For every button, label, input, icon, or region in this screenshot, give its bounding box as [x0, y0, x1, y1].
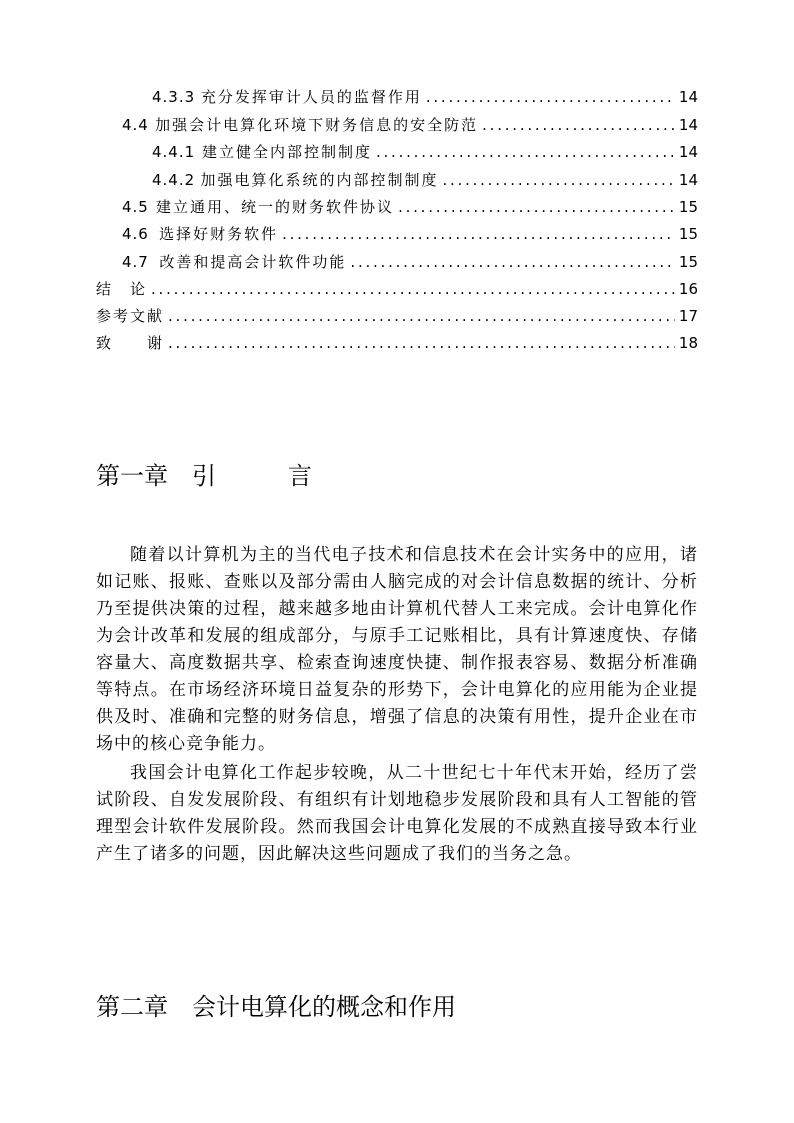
- toc-entry: [96, 305, 698, 327]
- toc-entry: [122, 223, 698, 245]
- toc-entry-number: 4.3.3: [152, 88, 196, 106]
- toc-entry-page: 14: [678, 171, 698, 189]
- toc-entry-page: 14: [678, 143, 698, 161]
- toc-leader: [426, 86, 675, 108]
- toc-entry-page: 14: [678, 88, 698, 106]
- toc-entry-page: 15: [678, 253, 698, 271]
- toc-entry-title: 加强会计电算化环境下财务信息的安全防范: [155, 116, 479, 134]
- toc-leader: [350, 251, 675, 273]
- toc-entry-number: 4.7: [122, 253, 149, 271]
- toc-entry-number: 4.4.1: [152, 143, 196, 161]
- toc-entry-title: 建立通用、统一的财务软件协议: [156, 198, 395, 216]
- toc-entry: [122, 196, 698, 218]
- toc-entry-page: 17: [678, 307, 698, 325]
- toc-entry-number: 4.4: [122, 116, 149, 134]
- toc-entry: [152, 169, 698, 191]
- toc-leader: [168, 332, 675, 354]
- toc-leader: [376, 141, 675, 163]
- toc-entry-title: 加强电算化系统的内部控制制度: [200, 171, 439, 189]
- body-paragraph: 我国会计电算化工作起步较晚，从二十世纪七十年代末开始，经历了尝试阶段、自发发展阶段、有组织有计划地稳步发展阶段和具有人工智能的管理型会计软件发展阶段。然而我国会计电算化发展的不成熟直接导致本行业产生了诸多的问题，因此解决这些问题成了我们的当务之急。: [96, 763, 698, 864]
- toc-entry-title: 致 谢: [96, 334, 165, 352]
- toc-entry: [152, 86, 698, 108]
- toc-entry-title: 建立健全内部控制制度: [201, 143, 372, 161]
- toc-entry-page: 14: [678, 116, 698, 134]
- toc-entry-number: 4.4.2: [152, 171, 196, 189]
- toc-leader: [282, 223, 675, 245]
- toc-entry: [96, 332, 698, 354]
- toc-leader: [482, 114, 675, 136]
- toc-leader: [398, 196, 675, 218]
- toc-entry-number: 4.6: [122, 225, 149, 243]
- toc-leader: [168, 305, 675, 327]
- toc-entry-page: 16: [678, 280, 698, 298]
- toc-entry-title: 充分发挥审计人员的监督作用: [200, 88, 422, 106]
- chapter-heading: 第二章 会计电算化的概念和作用: [96, 993, 456, 1021]
- toc-entry-page: 18: [678, 334, 698, 352]
- toc-leader: [442, 169, 674, 191]
- toc-entry-page: 15: [678, 198, 698, 216]
- toc-entry-title: 选择好财务软件: [159, 225, 279, 243]
- body-paragraph: 随着以计算机为主的当代电子技术和信息技术在会计实务中的应用，诸如记账、报账、查账以及部分需由人脑完成的对会计信息数据的统计、分析乃至提供决策的过程，越来越多地由计算机代替人工来完成。会计电算化作为会计改革和发展的组成部分，与原手工记账相比，具有计算速度快、存储容量大、高度数据共享、检索查询速度快捷、制作报表容易、数据分析准确等特点。在市场经济环境日益复杂的形势下，会计电算化的应用能为企业提供及时、准确和完整的财务信息，增强了信息的决策有用性，提升企业在市场中的核心竞争能力。: [96, 545, 698, 754]
- toc-entry-title: 参考文献: [96, 307, 165, 325]
- chapter-heading: 第一章 引 言: [96, 462, 312, 490]
- toc-entry: [96, 278, 698, 300]
- toc-entry: [152, 141, 698, 163]
- toc-entry-number: 4.5: [122, 198, 149, 216]
- toc-entry-page: 15: [678, 225, 698, 243]
- toc-entry: [122, 251, 698, 273]
- toc-leader: [151, 278, 675, 300]
- toc-entry: [122, 114, 698, 136]
- toc-entry-title: 改善和提高会计软件功能: [159, 253, 347, 271]
- toc-entry-title: 结 论: [96, 280, 148, 298]
